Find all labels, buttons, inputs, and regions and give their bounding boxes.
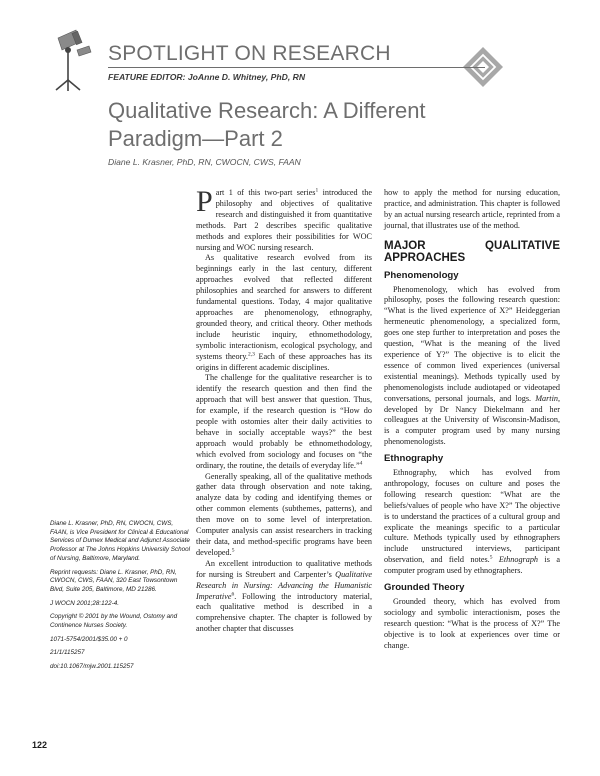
header-rule [108,67,485,68]
drop-cap: P [196,185,213,218]
paragraph: Ethnography, which has evolved from anthropology, focuses on culture and poses the following research question: “What are the beliefs/values of people who have X?” The objective is to understand the practices of a cultural group and explicate the meanings specific to a particular culture. Methods typically used by ethnographers include unstructured interviews, participant observation, and field notes.$^5$ Ethnograph is a computer program used by ethnographers. [384,468,560,576]
paragraph: Grounded theory, which has evolved from sociology and symbolic interactionism, poses the research question: “What is the process of X?” The objective is to look at experiences over time or change. [384,597,560,650]
author-sidebar [50,520,190,677]
page-number: 122 [32,740,48,750]
paragraph: how to apply the method for nursing education, practice, and administration. This chapter is followed by an actual nursing research article, reprinted from a journal, that illustrates use of the method. [384,188,560,230]
paragraph: The challenge for the qualitative researcher is to identify the research question and then find the approach that will best answer that question. Thus, for example, if the research question is “How do people with ostomies alter their daily activities to behave in socially acceptable ways?” the best approach would probably be ethnomethodology, which evolved from sociology and focuses on “the ordinary, the routine, the details of everyday life.”$^4$ [196,373,372,470]
body-column-right [384,188,560,652]
issn: 1071-5754/2001/$35.00 + 0 [50,635,128,643]
feature-editor: FEATURE EDITOR: JoAnne D. Whitney, PhD, RN [108,72,306,82]
paragraph: Generally speaking, all of the qualitative methods gather data through observation and note taking, analyze data by coding and identifying themes or other common elements (subthemes, patterns), and then move on to some level of interpretation. Computer analysis can assist researchers in tracking their data, and method-specific programs have been developed.$^5$ [196,471,372,557]
reprint-requests: Reprint requests: Diane L. Krasner, PhD, RN, CWOCN, CWS, FAAN, 320 East Towsontown Blvd, Suite 205, Baltimore, MD 21286. [50,568,178,593]
article-code: 21/1/115257 [50,649,85,657]
subheading-phenomenology: Phenomenology [384,269,459,281]
body-column-left [196,185,372,635]
byline: Diane L. Krasner, PhD, RN, CWOCN, CWS, FAAN [108,157,301,167]
spotlight-icon [44,28,106,92]
journal-citation: J WOCN 2001;28:122-4. [50,599,119,607]
subheading-ethnography: Ethnography [384,453,444,465]
paragraph: As qualitative research evolved from its beginnings early in the last century, different approaches evolved that reflected different philosophies and searched for answers to different fundamental questions. Today, 4 major qualitative approaches are phenomenology, ethnography, grounded theory, and critical theory. Other methods include heuristic inquiry, ethnomethodology, symbolic interactionism, ecological psychology, and systems theory.$^{2,3}$ Each of these approaches has its origins in different academic disciplines. [196,253,372,372]
section-heading: MAJOR QUALITATIVE APPROACHES [384,239,560,265]
doi: doi:10.1067/mjw.2001.115257 [50,663,134,671]
intro-paragraph: Part 1 of this two-part series$^1$ introduced the philosophy and objectives of qualitative research and distinguished it from quantitative methods. Part 2 describes specific qualitative methods and explores their possibilities for WOC nursing and WOC nursing research. [196,185,372,252]
article-title: Qualitative Research: A Different Paradigm—Part 2 [108,98,426,151]
subheading-grounded-theory: Grounded Theory [384,582,465,594]
copyright: Copyright © 2001 by the Wound, Ostomy and Continence Nurses Society. [50,613,178,630]
section-title: SPOTLIGHT ON RESEARCH [108,42,391,65]
paragraph: An excellent introduction to qualitative methods for nursing is Streubert and Carpenter’s Qualitative Research in Nursing: Advancing the Humanistic Imperative$^6$. Following the introductory material, each qualitative method is described in a comprehensive chapter. The chapter is followed by another chapter that discusses [196,558,372,634]
paragraph: Phenomenology, which has evolved from philosophy, poses the following research question: “What is the lived experience of X?” Heideggerian hermeneutic phenomenology, a specialized form, goes one step further to interpretation and poses the question, “What is the meaning of the lived experience of Y?” The objective is to elicit the essence of common lived experiences (universal existential meanings). Methods typically used by phenomenologists include audiotaped or videotaped conversations, personal journals, and logs. Martin, developed by Dr Nancy Diekelmann and her colleagues at the University of Wisconsin-Madison, is a computer program used by many nursing phenomenologists. [384,284,560,447]
author-info: Diane L. Krasner, PhD, RN, CWOCN, CWS, FAAN, is Vice President for Clinical & Educational Services of Dumex Medical and Adjunct Associate Professor at The Johns Hopkins University School of Nursing, Baltimore, Maryland. [50,520,190,562]
